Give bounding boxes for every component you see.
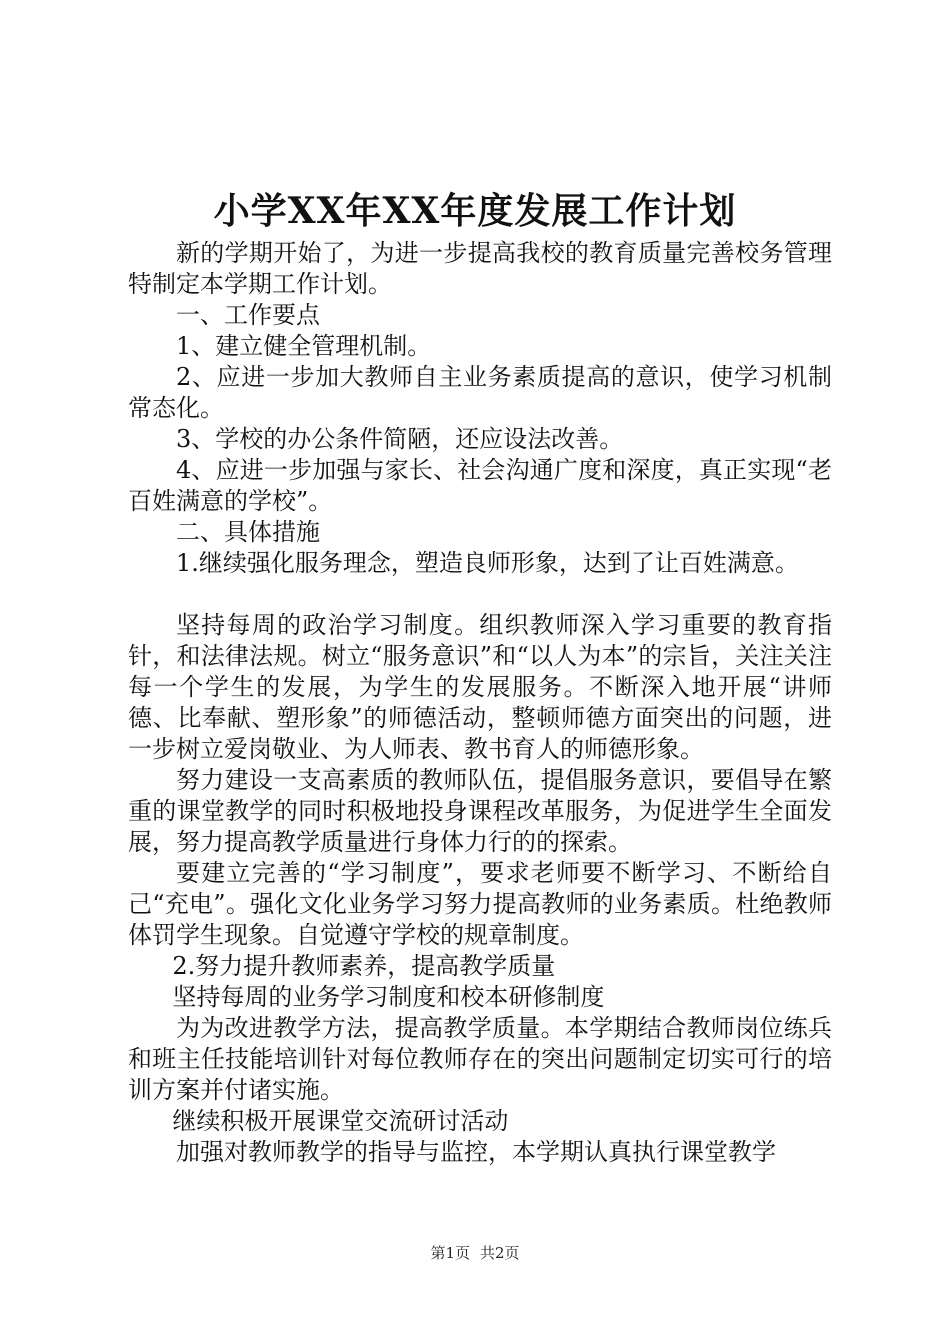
key-point-3: 3、学校的办公条件简陋，还应设法改善。 [176,425,624,453]
body-paragraph: 为为改进教学方法，提高教学质量。本学期结合教师岗位练兵和班主任技能培训针对每位教师存在的突出问题制定切实可行的培训方案并付诸实施。 [128,1014,832,1104]
page-footer [0,1242,950,1264]
page-total: 共2页 [480,1244,520,1262]
section-heading-measures: 二、具体措施 [176,518,320,546]
document-title: 小学XX年XX年度发展工作计划 [213,190,737,232]
section-heading-key-points: 一、工作要点 [176,301,320,329]
key-point-4: 4、应进一步加强与家长、社会沟通广度和深度，真正实现“老百姓满意的学校”。 [128,456,832,515]
body-paragraph: 加强对教师教学的指导与监控，本学期认真执行课堂教学 [176,1138,776,1166]
page-number: 第1页 [430,1244,470,1262]
body-paragraph: 要建立完善的“学习制度”，要求老师要不断学习、不断给自己“充电”。强化文化业务学习努力提高教师的业务素质。杜绝教师体罚学生现象。自觉遵守学校的规章制度。 [128,859,832,949]
blank-line [128,579,832,610]
body-paragraph: 坚持每周的政治学习制度。组织教师深入学习重要的教育指针，和法律法规。树立“服务意识”和“以人为本”的宗旨，关注关注每一个学生的发展，为学生的发展服务。不断深入地开展“讲师德、比奉献、塑形象”的师德活动，整顿师德方面突出的问题，进一步树立爱岗敬业、为人师表、教书育人的师德形象。 [128,611,832,763]
intro-paragraph: 新的学期开始了，为进一步提高我校的教育质量完善校务管理特制定本学期工作计划。 [128,239,832,298]
body-paragraph: 努力建设一支高素质的教师队伍，提倡服务意识，要倡导在繁重的课堂教学的同时积极地投身课程改革服务，为促进学生全面发展，努力提高教学质量进行身体力行的的探索。 [128,766,832,856]
subheading: 继续积极开展课堂交流研讨活动 [172,1107,509,1135]
document-body [128,238,832,1168]
measure-2-heading: 2.努力提升教师素养，提高教学质量 [172,952,556,980]
measure-1-heading: 1.继续强化服务理念，塑造良师形象，达到了让百姓满意。 [176,549,799,577]
subheading: 坚持每周的业务学习制度和校本研修制度 [172,983,605,1011]
key-point-2: 2、应进一步加大教师自主业务素质提高的意识，使学习机制常态化。 [128,363,832,422]
key-point-1: 1、建立健全管理机制。 [176,332,432,360]
